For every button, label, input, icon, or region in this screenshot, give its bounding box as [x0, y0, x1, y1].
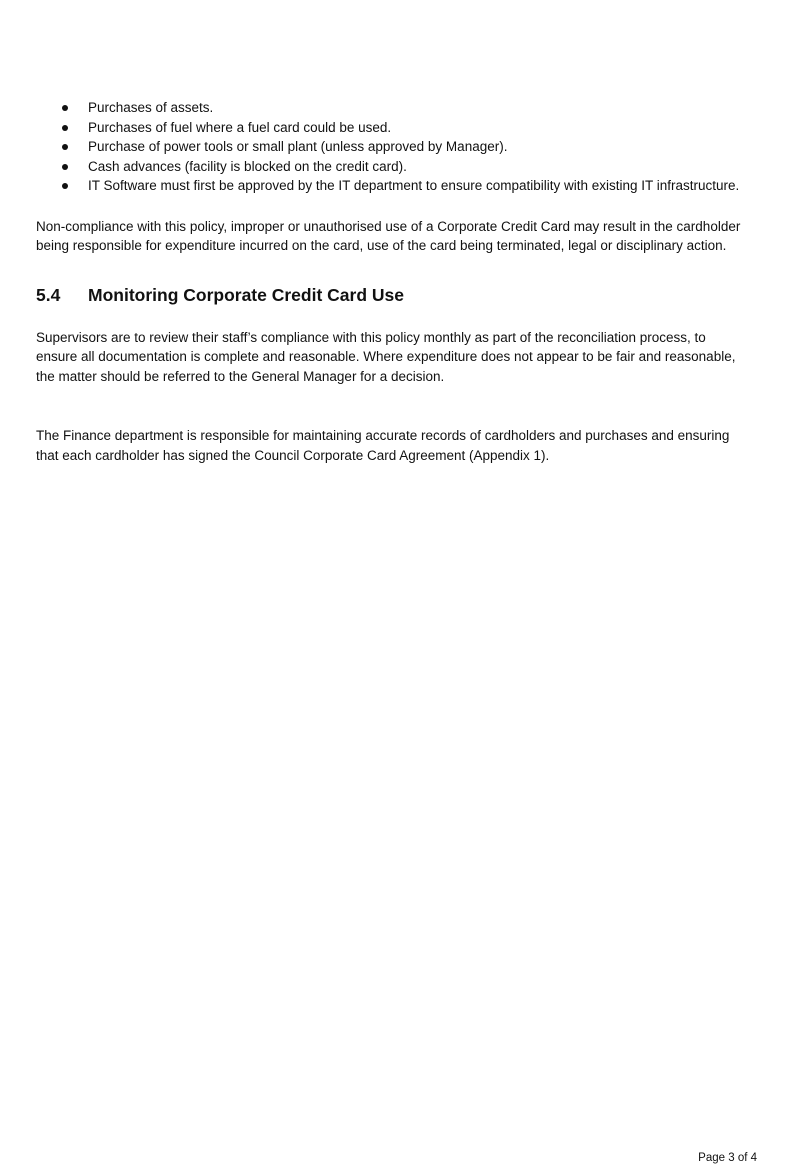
section-title: Monitoring Corporate Credit Card Use [88, 284, 404, 305]
list-item-text: Cash advances (facility is blocked on the credit card). [88, 158, 407, 174]
bullet-icon [62, 183, 68, 189]
bullet-icon [62, 125, 68, 131]
exclusions-list [36, 98, 741, 196]
list-item-text: IT Software must first be approved by the IT department to ensure compatibility with existing IT infrastructure. [88, 178, 740, 193]
section-heading [36, 283, 741, 307]
list-item-text: Purchase of power tools or small plant (unless approved by Manager). [88, 139, 508, 154]
list-item-text: Purchases of assets. [88, 100, 214, 115]
bullet-icon [62, 164, 68, 170]
finance-paragraph: The Finance department is responsible for maintaining accurate records of cardholders and purchases and ensuring that each cardholder has signed the Council Corporate Card Agreement (Appendix 1). [36, 428, 730, 463]
supervisors-paragraph: Supervisors are to review their staff’s compliance with this policy monthly as part of the reconciliation process, to ensure all documentation is complete and reasonable. Where expenditure does not appear to be fair and reasonable, the matter should be referred to the General Manager for a decision. [36, 329, 736, 384]
list-item [36, 118, 741, 138]
list-item [36, 176, 741, 196]
section-number: 5.4 [36, 284, 61, 305]
noncompliance-paragraph: Non-compliance with this policy, improper or unauthorised use of a Corporate Credit Card may result in the cardholder being responsible for expenditure incurred on the card, use of the card being terminated, legal or disciplinary action. [36, 218, 741, 253]
list-item [36, 98, 741, 118]
list-item-text: Purchases of fuel where a fuel card could be used. [88, 119, 392, 135]
list-item [36, 157, 741, 177]
bullet-icon [62, 144, 68, 150]
page-content [36, 98, 741, 465]
bullet-icon [62, 105, 68, 111]
page-number-footer: Page 3 of 4 [698, 1152, 757, 1164]
list-item [36, 137, 741, 157]
